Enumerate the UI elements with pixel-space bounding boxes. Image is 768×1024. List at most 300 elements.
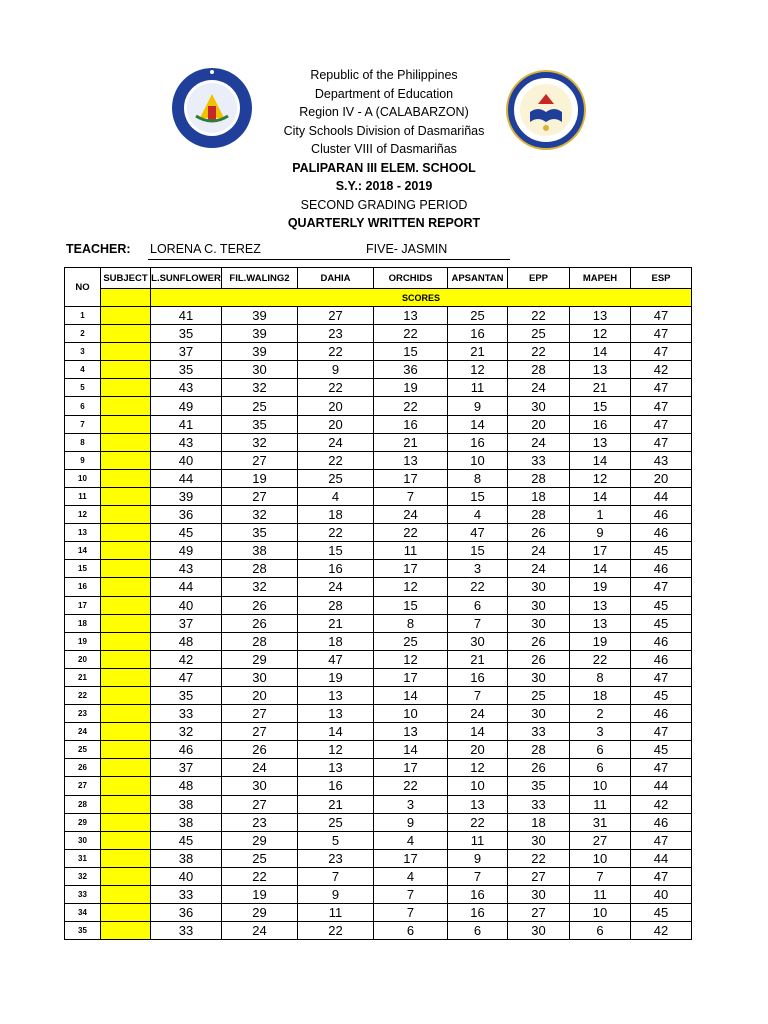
row-number: 26 — [65, 759, 101, 777]
teacher-label: TEACHER: — [66, 242, 131, 256]
table-row — [65, 506, 692, 524]
subject-column-header: SUBJECT — [101, 268, 151, 289]
subject-highlight-cell — [101, 361, 151, 379]
subject-highlight-cell — [101, 886, 151, 904]
table-row — [65, 904, 692, 922]
row-number: 28 — [65, 795, 101, 813]
score-cell: 25 — [222, 397, 298, 415]
table-row — [65, 849, 692, 867]
score-cell: 30 — [508, 831, 570, 849]
score-cell: 29 — [222, 831, 298, 849]
score-cell: 7 — [448, 867, 508, 885]
report-header — [200, 66, 568, 233]
score-cell: 46 — [631, 813, 692, 831]
column-header: ORCHIDS — [374, 268, 448, 289]
score-cell: 17 — [570, 542, 631, 560]
score-cell: 21 — [570, 379, 631, 397]
score-cell: 11 — [570, 795, 631, 813]
row-number: 30 — [65, 831, 101, 849]
score-cell: 24 — [222, 922, 298, 940]
score-cell: 18 — [570, 686, 631, 704]
score-cell: 17 — [374, 759, 448, 777]
table-row — [65, 867, 692, 885]
score-cell: 15 — [570, 397, 631, 415]
score-cell: 13 — [448, 795, 508, 813]
row-number: 15 — [65, 560, 101, 578]
score-cell: 40 — [151, 451, 222, 469]
table-row — [65, 686, 692, 704]
score-cell: 45 — [631, 741, 692, 759]
score-cell: 27 — [508, 904, 570, 922]
row-number: 22 — [65, 686, 101, 704]
score-cell: 15 — [374, 343, 448, 361]
score-cell: 15 — [448, 542, 508, 560]
teacher-row — [66, 240, 706, 262]
table-row — [65, 361, 692, 379]
score-cell: 33 — [151, 886, 222, 904]
subject-highlight-cell — [101, 904, 151, 922]
table-row — [65, 397, 692, 415]
score-cell: 33 — [151, 705, 222, 723]
score-cell: 35 — [222, 524, 298, 542]
table-row — [65, 343, 692, 361]
score-cell: 28 — [298, 596, 374, 614]
score-cell: 42 — [631, 361, 692, 379]
score-cell: 15 — [298, 542, 374, 560]
score-cell: 49 — [151, 542, 222, 560]
score-cell: 36 — [151, 506, 222, 524]
score-rows — [65, 307, 692, 940]
score-cell: 39 — [222, 343, 298, 361]
score-cell: 12 — [570, 469, 631, 487]
score-cell: 3 — [448, 560, 508, 578]
score-cell: 40 — [151, 596, 222, 614]
score-cell: 22 — [508, 307, 570, 325]
row-number: 16 — [65, 578, 101, 596]
score-cell: 10 — [570, 849, 631, 867]
score-cell: 23 — [222, 813, 298, 831]
row-number: 20 — [65, 650, 101, 668]
score-cell: 6 — [448, 922, 508, 940]
subject-highlight-cell — [101, 307, 151, 325]
header-republic: Republic of the Philippines — [310, 68, 458, 82]
score-cell: 41 — [151, 307, 222, 325]
score-cell: 3 — [570, 723, 631, 741]
score-cell: 22 — [374, 524, 448, 542]
row-number: 21 — [65, 668, 101, 686]
score-cell: 47 — [631, 397, 692, 415]
score-cell: 7 — [448, 614, 508, 632]
score-cell: 33 — [151, 922, 222, 940]
score-cell: 15 — [448, 487, 508, 505]
header-report-title: QUARTERLY WRITTEN REPORT — [287, 216, 481, 230]
scores-label-row — [65, 289, 692, 307]
row-number: 35 — [65, 922, 101, 940]
score-cell: 24 — [374, 506, 448, 524]
score-cell: 37 — [151, 614, 222, 632]
score-cell: 17 — [374, 560, 448, 578]
table-row — [65, 325, 692, 343]
score-cell: 28 — [508, 361, 570, 379]
table-row — [65, 469, 692, 487]
score-cell: 24 — [222, 759, 298, 777]
score-cell: 16 — [448, 886, 508, 904]
score-cell: 12 — [448, 759, 508, 777]
row-number: 32 — [65, 867, 101, 885]
score-cell: 32 — [222, 506, 298, 524]
score-cell: 40 — [631, 886, 692, 904]
score-cell: 6 — [448, 596, 508, 614]
score-cell: 47 — [631, 433, 692, 451]
header-cluster: Cluster VIII of Dasmariñas — [311, 142, 457, 156]
score-cell: 24 — [508, 542, 570, 560]
score-cell: 43 — [151, 433, 222, 451]
score-cell: 44 — [631, 777, 692, 795]
score-cell: 47 — [631, 343, 692, 361]
score-cell: 44 — [151, 578, 222, 596]
score-cell: 13 — [570, 614, 631, 632]
score-cell: 25 — [298, 469, 374, 487]
score-cell: 43 — [151, 379, 222, 397]
column-header: L.SUNFLOWER — [151, 268, 222, 289]
subject-highlight-cell — [101, 705, 151, 723]
score-cell: 13 — [298, 705, 374, 723]
score-cell: 47 — [298, 650, 374, 668]
column-header: ESP — [631, 268, 692, 289]
score-cell: 48 — [151, 777, 222, 795]
score-cell: 4 — [298, 487, 374, 505]
score-cell: 12 — [298, 741, 374, 759]
score-cell: 3 — [374, 795, 448, 813]
header-division: City Schools Division of Dasmariñas — [283, 123, 485, 138]
table-row — [65, 650, 692, 668]
score-cell: 14 — [448, 723, 508, 741]
score-cell: 36 — [151, 904, 222, 922]
score-cell: 46 — [631, 524, 692, 542]
row-number: 33 — [65, 886, 101, 904]
score-cell: 47 — [448, 524, 508, 542]
subject-highlight-cell — [101, 560, 151, 578]
score-cell: 16 — [298, 560, 374, 578]
score-cell: 25 — [448, 307, 508, 325]
score-cell: 18 — [508, 813, 570, 831]
score-cell: 32 — [151, 723, 222, 741]
score-cell: 17 — [374, 849, 448, 867]
column-header: DAHIA — [298, 268, 374, 289]
score-cell: 20 — [631, 469, 692, 487]
score-cell: 40 — [151, 867, 222, 885]
score-cell: 45 — [631, 904, 692, 922]
table-row — [65, 415, 692, 433]
score-cell: 17 — [374, 469, 448, 487]
score-cell: 32 — [222, 578, 298, 596]
score-cell: 22 — [222, 867, 298, 885]
score-cell: 45 — [151, 524, 222, 542]
row-number: 10 — [65, 469, 101, 487]
header-school-year: S.Y.: 2018 - 2019 — [335, 179, 433, 193]
score-cell: 39 — [222, 325, 298, 343]
table-row — [65, 614, 692, 632]
score-cell: 45 — [151, 831, 222, 849]
subject-highlight-cell — [101, 289, 151, 307]
score-cell: 21 — [448, 343, 508, 361]
score-cell: 1 — [570, 506, 631, 524]
table-row — [65, 795, 692, 813]
header-region: Region IV - A (CALABARZON) — [299, 105, 469, 119]
score-cell: 45 — [631, 686, 692, 704]
score-cell: 12 — [374, 578, 448, 596]
score-cell: 24 — [508, 560, 570, 578]
score-cell: 43 — [151, 560, 222, 578]
score-cell: 47 — [631, 723, 692, 741]
subject-highlight-cell — [101, 343, 151, 361]
table-row — [65, 723, 692, 741]
table-row — [65, 596, 692, 614]
row-number: 34 — [65, 904, 101, 922]
score-cell: 12 — [570, 325, 631, 343]
column-header: APSANTAN — [448, 268, 508, 289]
score-cell: 17 — [374, 668, 448, 686]
table-row — [65, 886, 692, 904]
score-cell: 35 — [151, 361, 222, 379]
score-cell: 30 — [508, 614, 570, 632]
score-cell: 28 — [222, 632, 298, 650]
subject-highlight-cell — [101, 795, 151, 813]
score-cell: 10 — [448, 451, 508, 469]
score-cell: 14 — [374, 741, 448, 759]
subject-highlight-cell — [101, 379, 151, 397]
no-column-header: NO — [65, 268, 101, 307]
subject-highlight-cell — [101, 596, 151, 614]
subject-highlight-cell — [101, 433, 151, 451]
score-cell: 32 — [222, 379, 298, 397]
score-cell: 25 — [374, 632, 448, 650]
score-cell: 42 — [631, 795, 692, 813]
score-cell: 13 — [374, 723, 448, 741]
score-cell: 25 — [508, 686, 570, 704]
score-cell: 27 — [222, 723, 298, 741]
subject-highlight-cell — [101, 487, 151, 505]
subject-highlight-cell — [101, 542, 151, 560]
score-cell: 42 — [151, 650, 222, 668]
score-cell: 16 — [298, 777, 374, 795]
subject-highlight-cell — [101, 723, 151, 741]
score-cell: 24 — [508, 433, 570, 451]
score-cell: 24 — [298, 433, 374, 451]
score-cell: 6 — [570, 922, 631, 940]
score-cell: 35 — [222, 415, 298, 433]
score-cell: 25 — [508, 325, 570, 343]
score-cell: 27 — [298, 307, 374, 325]
subject-highlight-cell — [101, 415, 151, 433]
score-cell: 18 — [508, 487, 570, 505]
score-cell: 30 — [508, 596, 570, 614]
score-cell: 28 — [508, 469, 570, 487]
score-cell: 13 — [570, 361, 631, 379]
score-cell: 44 — [631, 849, 692, 867]
subject-highlight-cell — [101, 506, 151, 524]
score-cell: 26 — [508, 632, 570, 650]
subject-highlight-cell — [101, 867, 151, 885]
table-row — [65, 777, 692, 795]
score-cell: 10 — [448, 777, 508, 795]
subject-highlight-cell — [101, 831, 151, 849]
score-cell: 26 — [222, 596, 298, 614]
score-cell: 20 — [222, 686, 298, 704]
score-cell: 9 — [298, 886, 374, 904]
score-cell: 25 — [222, 849, 298, 867]
score-cell: 30 — [448, 632, 508, 650]
score-cell: 39 — [151, 487, 222, 505]
subject-highlight-cell — [101, 451, 151, 469]
table-row — [65, 487, 692, 505]
score-cell: 29 — [222, 650, 298, 668]
subject-highlight-cell — [101, 668, 151, 686]
score-cell: 7 — [298, 867, 374, 885]
score-cell: 7 — [570, 867, 631, 885]
row-number: 23 — [65, 705, 101, 723]
score-cell: 49 — [151, 397, 222, 415]
score-cell: 47 — [631, 759, 692, 777]
row-number: 24 — [65, 723, 101, 741]
score-cell: 18 — [298, 506, 374, 524]
teacher-name: LORENA C. TEREZ — [150, 242, 261, 256]
score-cell: 21 — [298, 795, 374, 813]
score-cell: 47 — [631, 325, 692, 343]
score-cell: 20 — [298, 415, 374, 433]
score-cell: 47 — [631, 867, 692, 885]
row-number: 2 — [65, 325, 101, 343]
score-cell: 47 — [631, 307, 692, 325]
score-cell: 23 — [298, 325, 374, 343]
subject-highlight-cell — [101, 759, 151, 777]
score-cell: 32 — [222, 433, 298, 451]
score-cell: 43 — [631, 451, 692, 469]
score-cell: 12 — [374, 650, 448, 668]
score-cell: 14 — [298, 723, 374, 741]
score-cell: 30 — [508, 922, 570, 940]
score-cell: 9 — [448, 849, 508, 867]
score-cell: 6 — [570, 741, 631, 759]
scores-table — [64, 267, 692, 940]
row-number: 25 — [65, 741, 101, 759]
score-cell: 2 — [570, 705, 631, 723]
score-cell: 37 — [151, 343, 222, 361]
score-cell: 18 — [298, 632, 374, 650]
score-cell: 11 — [448, 831, 508, 849]
table-row — [65, 705, 692, 723]
score-cell: 46 — [631, 560, 692, 578]
table-row — [65, 922, 692, 940]
score-cell: 47 — [631, 831, 692, 849]
score-cell: 30 — [508, 397, 570, 415]
table-row — [65, 542, 692, 560]
score-cell: 46 — [631, 650, 692, 668]
score-cell: 30 — [222, 668, 298, 686]
score-cell: 11 — [298, 904, 374, 922]
score-cell: 48 — [151, 632, 222, 650]
header-grading-period: SECOND GRADING PERIOD — [300, 197, 468, 212]
score-cell: 4 — [448, 506, 508, 524]
row-number: 14 — [65, 542, 101, 560]
score-cell: 24 — [448, 705, 508, 723]
score-cell: 47 — [631, 379, 692, 397]
subject-highlight-cell — [101, 578, 151, 596]
row-number: 8 — [65, 433, 101, 451]
score-cell: 26 — [508, 650, 570, 668]
score-cell: 20 — [298, 397, 374, 415]
row-number: 3 — [65, 343, 101, 361]
score-cell: 13 — [570, 596, 631, 614]
score-cell: 9 — [298, 361, 374, 379]
score-cell: 30 — [508, 668, 570, 686]
row-number: 31 — [65, 849, 101, 867]
score-cell: 39 — [222, 307, 298, 325]
score-cell: 23 — [298, 849, 374, 867]
table-row — [65, 560, 692, 578]
subject-highlight-cell — [101, 686, 151, 704]
score-cell: 26 — [222, 741, 298, 759]
score-cell: 22 — [508, 849, 570, 867]
score-cell: 22 — [448, 578, 508, 596]
score-cell: 10 — [374, 705, 448, 723]
score-cell: 19 — [298, 668, 374, 686]
score-cell: 45 — [631, 614, 692, 632]
row-number: 13 — [65, 524, 101, 542]
score-cell: 22 — [298, 524, 374, 542]
score-cell: 19 — [570, 578, 631, 596]
score-cell: 25 — [298, 813, 374, 831]
score-cell: 16 — [448, 433, 508, 451]
score-cell: 8 — [448, 469, 508, 487]
score-cell: 14 — [570, 451, 631, 469]
score-cell: 9 — [570, 524, 631, 542]
score-cell: 22 — [298, 922, 374, 940]
score-cell: 30 — [222, 777, 298, 795]
row-number: 17 — [65, 596, 101, 614]
row-number: 11 — [65, 487, 101, 505]
score-cell: 21 — [374, 433, 448, 451]
score-cell: 10 — [570, 904, 631, 922]
score-cell: 7 — [374, 904, 448, 922]
score-cell: 44 — [631, 487, 692, 505]
subject-highlight-cell — [101, 741, 151, 759]
score-cell: 47 — [631, 415, 692, 433]
score-cell: 27 — [222, 487, 298, 505]
score-cell: 28 — [222, 560, 298, 578]
score-cell: 14 — [570, 560, 631, 578]
table-row — [65, 741, 692, 759]
subject-highlight-cell — [101, 777, 151, 795]
score-cell: 12 — [448, 361, 508, 379]
score-cell: 22 — [374, 325, 448, 343]
score-cell: 22 — [298, 379, 374, 397]
table-row — [65, 813, 692, 831]
section-name: FIVE- JASMIN — [366, 242, 448, 256]
score-cell: 15 — [374, 596, 448, 614]
score-cell: 4 — [374, 867, 448, 885]
score-cell: 8 — [374, 614, 448, 632]
score-cell: 27 — [222, 705, 298, 723]
score-cell: 38 — [151, 849, 222, 867]
score-cell: 27 — [570, 831, 631, 849]
score-cell: 13 — [298, 759, 374, 777]
subject-highlight-cell — [101, 849, 151, 867]
subject-highlight-cell — [101, 632, 151, 650]
score-cell: 13 — [570, 433, 631, 451]
score-cell: 19 — [374, 379, 448, 397]
score-cell: 44 — [151, 469, 222, 487]
